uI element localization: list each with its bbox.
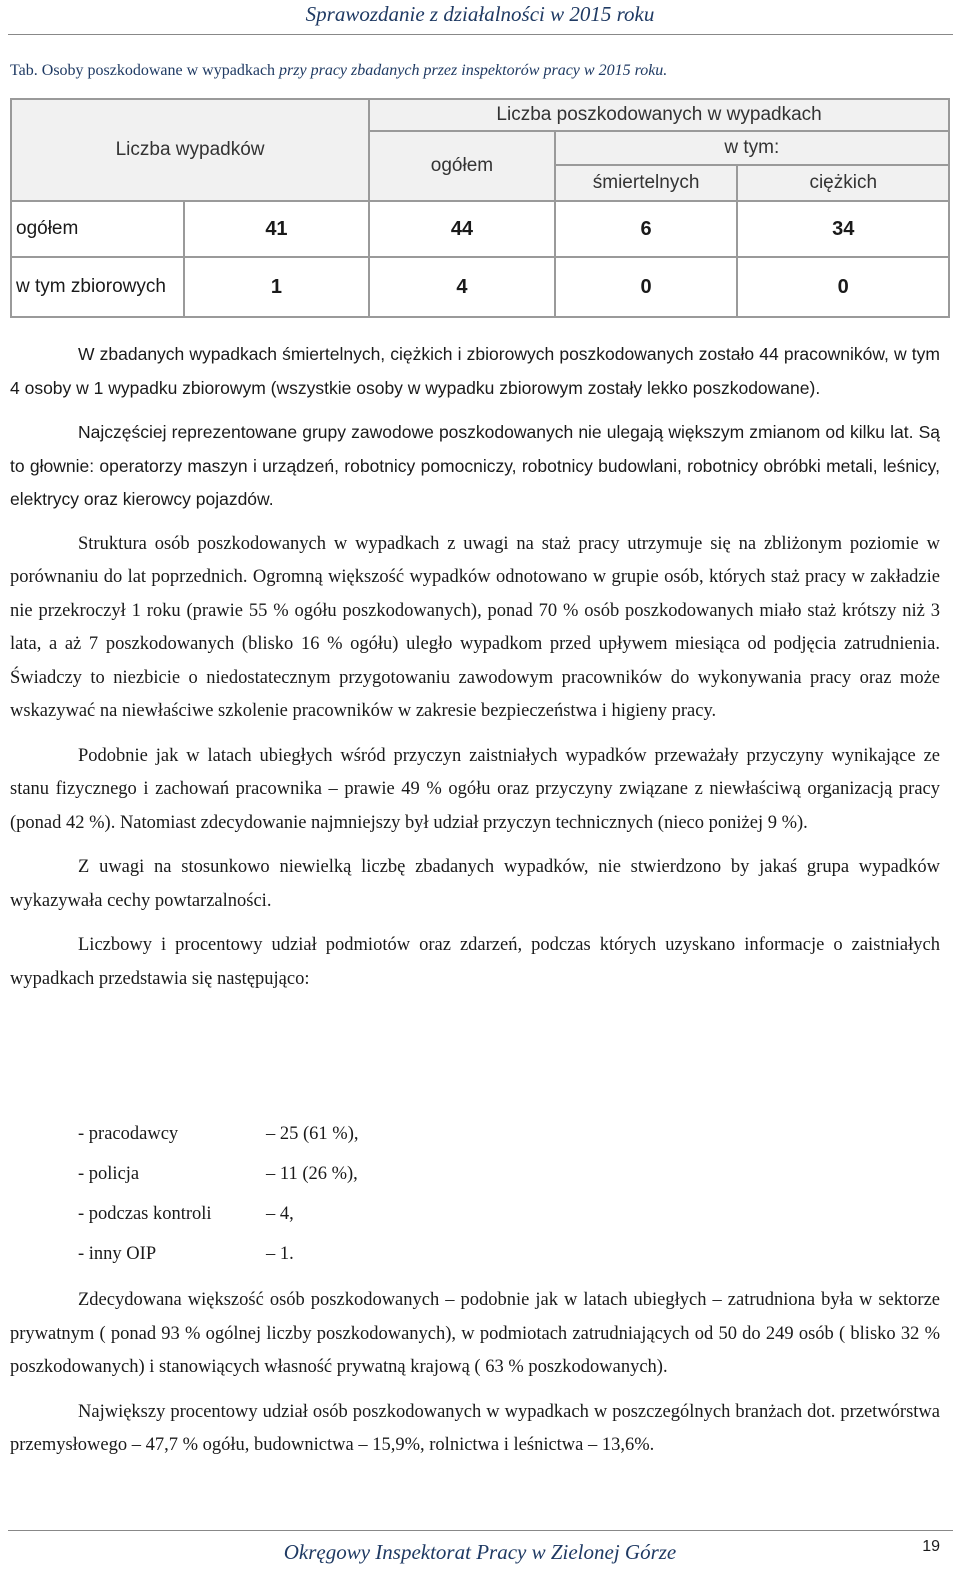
caption-italic: przy pracy zbadanych przez inspektorów pracy w 2015 roku. (279, 62, 668, 79)
source-label: - policja (78, 1164, 140, 1184)
page-header-title: Sprawozdanie z działalności w 2015 roku (305, 2, 655, 26)
header-divider (8, 34, 953, 35)
row-label: w tym zbiorowych (11, 257, 184, 317)
footer-title: Okręgowy Inspektorat Pracy w Zielonej Górze (283, 1540, 677, 1564)
paragraph-sectors: Zdecydowana większość osób poszkodowanych – podobnie jak w latach ubiegłych – zatrudniona była w sektorze prywatnym ( ponad 93 % ogólnej liczby poszkodowanych), w podmiotach zatrudniających od 50 do 249 osób ( blisko 32 % poszkodowanych) i stanowiących własność prywatną krajową ( 63 % poszkodowanych). (10, 1290, 940, 1377)
header-injured-count: Liczba poszkodowanych w wypadkach (369, 99, 949, 131)
body-text-upper (10, 338, 940, 1007)
source-value: – 11 (26 %), (266, 1164, 358, 1184)
cell-total: 4 (369, 257, 555, 317)
paragraph-seniority: Struktura osób poszkodowanych w wypadkach z uwagi na staż pracy utrzymuje się na zbliżonym poziomie w porównaniu do lat poprzednich. Ogromną większość wypadków odnotowano w grupie osób, których staż pracy w zakładzie nie przekroczył 1 roku (prawie 55 % ogółu poszkodowanych), ponad 70 % osób poszkodowanych miało staż krótszy niż 3 lata, a aż 7 poszkodowanych (blisko 16 % ogółu) uległo wypadkom przed upływem miesiąca od podjęcia zatrudnienia. Świadczy to niezbicie o niedostatecznym przygotowaniu zawodowym pracowników do wykonywania pracy oraz może wskazywać na niewłaściwe szkolenie pracowników w zakresie bezpieczeństwa i higieny pracy. (10, 533, 940, 721)
cell-serious: 34 (737, 201, 949, 257)
source-value: – 25 (61 %), (266, 1124, 359, 1144)
cell-accidents: 1 (184, 257, 369, 317)
cell-total: 44 (369, 201, 555, 257)
list-item (78, 1204, 294, 1225)
paragraph-repeatability: Z uwagi na stosunkowo niewielką liczbę zbadanych wypadków, nie stwierdzono by jakaś grupa wypadków wykazywała cechy powtarzalności. (10, 857, 940, 911)
paragraph-occupations: Najczęściej reprezentowane grupy zawodowe poszkodowanych nie ulegają większym zmianom od kilku lat. Są to głownie: operatorzy maszyn i urządzeń, robotnicy pomocniczy, robotnicy budowlani, robotnicy obróbki metali, leśnicy, elektrycy oraz kierowcy pojazdów. (10, 422, 940, 509)
body-text-lower (10, 1284, 940, 1474)
table-caption (10, 62, 667, 80)
list-item (78, 1164, 358, 1185)
cell-accidents: 41 (184, 201, 369, 257)
cell-serious: 0 (737, 257, 949, 317)
table-row (11, 201, 949, 257)
paragraph-injured-summary: W zbadanych wypadkach śmiertelnych, ciężkich i zbiorowych poszkodowanych zostało 44 pracowników, w tym 4 osoby w 1 wypadku zbiorowym (wszystkie osoby w wypadku zbiorowym zostały lekko poszkodowane). (10, 344, 940, 398)
source-label: - podczas kontroli (78, 1204, 212, 1224)
list-item (78, 1124, 358, 1145)
header-fatal: śmiertelnych (555, 165, 738, 201)
source-value: – 1. (266, 1244, 294, 1264)
paragraph-causes: Podobnie jak w latach ubiegłych wśród przyczyn zaistniałych wypadków przeważały przyczyny wynikające ze stanu fizycznego i zachowań pracownika – prawie 49 % ogółu oraz przyczyny związane z niewłaściwą organizacją pracy (ponad 42 %). Natomiast zdecydowanie najmniejszy był udział przyczyn technicznych (nieco poniżej 9 %). (10, 745, 940, 833)
source-label: - inny OIP (78, 1244, 157, 1264)
page-number: 19 (922, 1538, 940, 1555)
accidents-table (10, 98, 950, 318)
caption-prefix: Tab. Osoby poszkodowane w wypadkach (10, 62, 280, 79)
footer-divider (8, 1530, 953, 1531)
cell-fatal: 6 (555, 201, 738, 257)
header-total: ogółem (369, 131, 555, 201)
header-accidents-count: Liczba wypadków (11, 99, 369, 201)
cell-fatal: 0 (555, 257, 738, 317)
row-label: ogółem (11, 201, 184, 257)
source-value: – 4, (266, 1204, 294, 1224)
paragraph-industries: Największy procentowy udział osób poszkodowanych w wypadkach w poszczególnych branżach dot. przetwórstwa przemysłowego – 47,7 % ogółu, budownictwa – 15,9%, rolnictwa i leśnictwa – 13,6%. (10, 1401, 940, 1455)
source-label: - pracodawcy (78, 1124, 179, 1144)
header-serious: ciężkich (737, 165, 949, 201)
table-row (11, 257, 949, 317)
header-including: w tym: (555, 131, 949, 165)
paragraph-sources-intro: Liczbowy i procentowy udział podmiotów oraz zdarzeń, podczas których uzyskano informacje o zaistniałych wypadkach przedstawia się następująco: (10, 935, 940, 989)
list-item (78, 1244, 294, 1265)
